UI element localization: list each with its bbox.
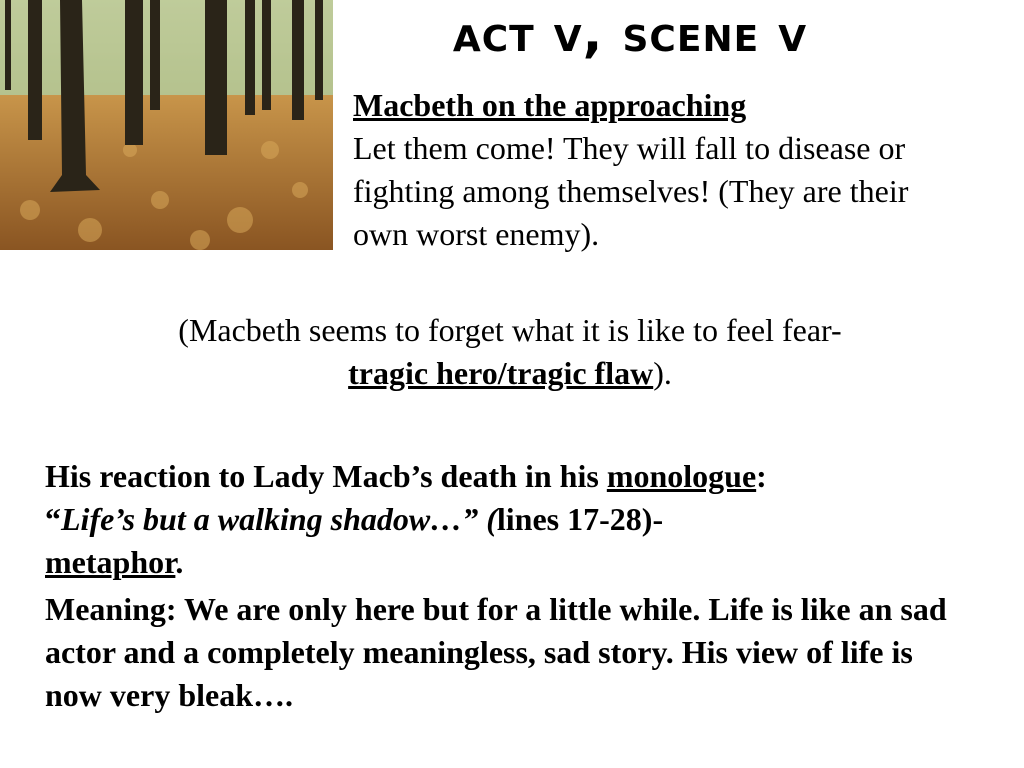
- subheading: Macbeth on the approaching: [353, 87, 747, 123]
- autumn-forest-photo: [0, 0, 333, 250]
- intro-block: [353, 84, 913, 256]
- monologue-term: monologue: [606, 458, 757, 494]
- tragic-note-end: ).: [653, 355, 672, 391]
- monologue-quote: Life’s but a walking shadow…” (: [61, 501, 497, 537]
- reaction-lead: His reaction to Lady Macb’s death in his: [45, 458, 607, 494]
- reaction-end: .: [175, 544, 184, 580]
- open-quote: “: [45, 501, 61, 537]
- meaning-paragraph: Meaning: We are only here but for a little while. Life is like an sad actor and a completely meaningless, sad story. His view of life is now very bleak….: [45, 591, 947, 713]
- tragic-note-text: (Macbeth seems to forget what it is like to feel fear-: [178, 312, 842, 348]
- reaction-colon: :: [756, 458, 767, 494]
- tragic-note: [60, 309, 960, 395]
- metaphor-term: metaphor: [45, 544, 176, 580]
- line-reference: lines 17-28)-: [496, 501, 664, 537]
- reaction-paragraph: [45, 455, 975, 584]
- slide-title: act v, scene v: [452, 4, 808, 64]
- analysis-block: [45, 455, 975, 717]
- quote-text: Let them come! They will fall to disease or fighting among themselves! (They are their own worst enemy).: [353, 130, 909, 252]
- tragic-term: tragic hero/tragic flaw: [348, 355, 654, 391]
